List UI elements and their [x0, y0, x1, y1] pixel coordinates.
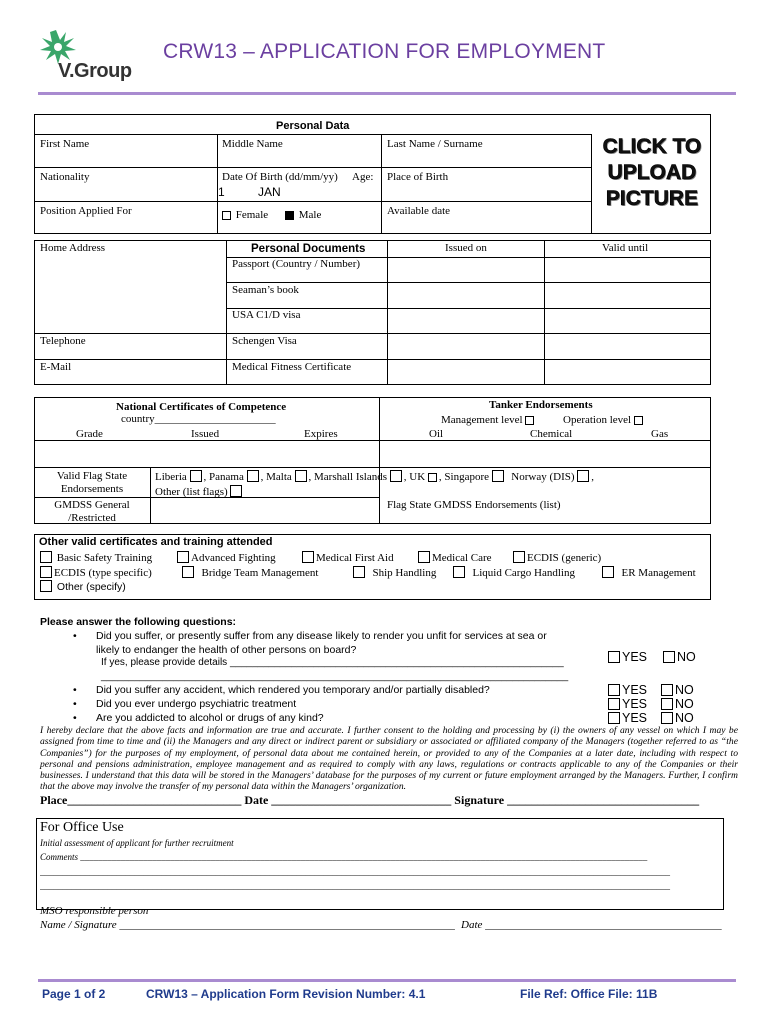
middle-name-field[interactable]: Middle Name	[222, 138, 283, 150]
doc-seamans-book: Seaman’s book	[232, 284, 299, 296]
dob-day-select[interactable]: 1	[218, 185, 225, 199]
er-management-label: ER Management	[621, 567, 696, 579]
q4-yes-label: YES	[622, 711, 648, 725]
q4-no-checkbox[interactable]	[661, 712, 673, 724]
flag-malta-checkbox[interactable]	[295, 470, 307, 482]
medical-first-aid-label: Medical First Aid	[316, 552, 394, 564]
liquid-cargo-label: Liquid Cargo Handling	[472, 567, 575, 579]
office-date-field[interactable]: Date ___________________________________________	[461, 919, 722, 931]
q1-yes-checkbox[interactable]	[608, 651, 620, 663]
place-of-birth-field[interactable]: Place of Birth	[387, 171, 449, 183]
documents-table	[34, 240, 711, 385]
flag-uk-label: UK	[409, 471, 426, 483]
bridge-team-label: Bridge Team Management	[201, 567, 319, 579]
q4-no-label: NO	[675, 711, 694, 725]
comments-line-3[interactable]: ____________________________________________________________________________________________________________________________________________	[40, 881, 670, 891]
flag-singapore-checkbox[interactable]	[492, 470, 504, 482]
initial-assessment-label: Initial assessment of applicant for further recruitment	[40, 838, 234, 848]
telephone-field[interactable]: Telephone	[40, 335, 86, 347]
q4-yes-checkbox[interactable]	[608, 712, 620, 724]
other-training-checkbox[interactable]	[40, 580, 52, 592]
er-management-checkbox[interactable]	[602, 566, 614, 578]
page-title: CRW13 – APPLICATION FOR EMPLOYMENT	[163, 40, 606, 63]
female-label: Female	[235, 209, 269, 221]
q2-yes-checkbox[interactable]	[608, 684, 620, 696]
upload-picture-button[interactable]: CLICK TO UPLOAD PICTURE	[602, 135, 702, 210]
dob-month-select[interactable]: JAN	[258, 185, 281, 199]
question-2: Did you suffer any accident, which rendered you temporary and/or partially disabled?	[96, 684, 490, 696]
question-1-line2: likely to endanger the health of other persons on board?	[96, 644, 357, 656]
q1-no-checkbox[interactable]	[663, 651, 675, 663]
advanced-fighting-checkbox[interactable]	[177, 551, 189, 563]
flag-marshall-checkbox[interactable]	[390, 470, 402, 482]
ecdis-type-checkbox[interactable]	[40, 566, 52, 578]
ecdis-type-label: ECDIS (type specific)	[54, 567, 152, 579]
email-field[interactable]: E-Mail	[40, 361, 72, 373]
other-flags-checkbox[interactable]	[230, 485, 242, 497]
revision-number: CRW13 – Application Form Revision Number: 4.1	[146, 987, 426, 1001]
file-reference: File Ref: Office File: 11B	[520, 987, 658, 1001]
comments-field[interactable]: Comments ______________________________________________________________________________________________________________________________	[40, 852, 648, 862]
personal-data-heading: Personal Data	[276, 120, 350, 132]
flag-marshall-label: Marshall Islands	[314, 471, 388, 483]
q3-no-checkbox[interactable]	[661, 698, 673, 710]
ncoc-heading: National Certificates of Competence	[116, 401, 287, 413]
ship-handling-label: Ship Handling	[372, 567, 437, 579]
place-date-signature-line[interactable]: Place_____________________________ Date ______________________________ Signature ________________________________	[40, 793, 700, 807]
flag-uk-checkbox[interactable]	[428, 473, 437, 482]
other-training-label: Other (specify)	[56, 581, 126, 593]
issued-header: Issued	[191, 428, 220, 440]
flag-liberia-checkbox[interactable]	[190, 470, 202, 482]
q2-yes-label: YES	[622, 683, 648, 697]
personal-documents-heading: Personal Documents	[251, 243, 366, 255]
gas-header: Gas	[651, 428, 669, 440]
doc-usa-visa: USA C1/D visa	[232, 309, 301, 321]
q1-no-label: NO	[677, 650, 696, 664]
ecdis-generic-checkbox[interactable]	[513, 551, 525, 563]
operation-level-label: Operation level	[563, 414, 632, 426]
footer-divider	[38, 979, 736, 982]
gmdss-flag-field[interactable]: Flag State GMDSS Endorsements (list)	[387, 499, 561, 511]
chemical-header: Chemical	[530, 428, 573, 440]
declaration-text: I hereby declare that the above facts and information are true and accurate. I further consent to the holding and processing by (i) the owners of any vessel on which I may be assigned from time to time and (ii) the Managers and any direct or indirect parent or subsidiary or associated or affiliated company of the Managers (together referred to as “the Companies”) for the purposes of my employment, of personal data about me contained herein, or provided to any of the Companies at a later date, including with respect to personal and pensions administration, employee management and as required to comply with any laws, regulations or contracts applicable to any of the Companies or their businesses. I understand that this data will be stored in the Managers’ database for the purposes of my current or future employment arranged by the Managers. Further, I confirm that the above may involve the transfer of my personal data within the Managers’ organization.	[40, 725, 738, 793]
q2-no-checkbox[interactable]	[661, 684, 673, 696]
header-divider	[38, 92, 736, 95]
mso-responsible-label: MSO responsible person	[40, 905, 149, 917]
medical-first-aid-checkbox[interactable]	[302, 551, 314, 563]
doc-schengen-visa: Schengen Visa	[232, 335, 297, 347]
management-level-label: Management level	[441, 414, 523, 426]
flag-malta-label: Malta	[266, 471, 292, 483]
flag-panama-checkbox[interactable]	[247, 470, 259, 482]
operation-level-checkbox[interactable]	[634, 416, 643, 425]
q3-no-label: NO	[675, 697, 694, 711]
question-1-details-line[interactable]: ____________________________________________________________________________________	[101, 671, 569, 682]
flag-liberia-label: Liberia	[155, 471, 187, 483]
ship-handling-checkbox[interactable]	[353, 566, 365, 578]
question-1-details[interactable]: If yes, please provide details ____________________________________________________________	[101, 657, 564, 668]
other-flags-label: Other (list flags)	[155, 486, 228, 498]
male-checkbox[interactable]	[285, 211, 294, 220]
training-heading: Other valid certificates and training attended	[39, 536, 273, 548]
female-checkbox[interactable]	[222, 211, 231, 220]
question-1-line1: Did you suffer, or presently suffer from any disease likely to render you unfit for services at sea or	[96, 630, 547, 642]
comments-line-2[interactable]: ____________________________________________________________________________________________________________________________________________	[40, 867, 670, 877]
name-signature-field[interactable]: Name / Signature _____________________________________________________________	[40, 919, 455, 931]
oil-header: Oil	[429, 428, 444, 440]
issued-on-header: Issued on	[445, 242, 487, 254]
flag-norway-label: Norway (DIS)	[511, 471, 575, 483]
q1-yes-label: YES	[622, 650, 648, 664]
basic-safety-label: Basic Safety Training	[56, 552, 153, 564]
advanced-fighting-label: Advanced Fighting	[191, 552, 276, 564]
page-number: Page 1 of 2	[42, 987, 106, 1001]
valid-until-header: Valid until	[602, 242, 649, 254]
last-name-field[interactable]: Last Name / Surname	[387, 138, 483, 150]
q3-yes-label: YES	[622, 697, 648, 711]
gmdss-label: GMDSS General /Restricted	[54, 499, 130, 524]
nationality-field[interactable]: Nationality	[40, 171, 90, 183]
tanker-heading: Tanker Endorsements	[489, 399, 593, 411]
first-name-field[interactable]: First Name	[40, 138, 90, 150]
medical-care-label: Medical Care	[432, 552, 492, 564]
basic-safety-checkbox[interactable]	[40, 551, 52, 563]
bridge-team-checkbox[interactable]	[182, 566, 194, 578]
expires-header: Expires	[304, 428, 338, 440]
flag-norway-checkbox[interactable]	[577, 470, 589, 482]
questions-heading: Please answer the following questions:	[40, 616, 237, 628]
star-icon	[40, 30, 76, 64]
male-label: Male	[298, 209, 322, 221]
doc-medical-certificate: Medical Fitness Certificate	[232, 361, 352, 373]
country-field[interactable]: country______________________	[121, 413, 276, 425]
doc-passport: Passport (Country / Number)	[232, 258, 361, 270]
liquid-cargo-checkbox[interactable]	[453, 566, 465, 578]
medical-care-checkbox[interactable]	[418, 551, 430, 563]
dob-label: Date Of Birth (dd/mm/yy)	[222, 171, 338, 183]
question-3: Did you ever undergo psychiatric treatment	[96, 698, 297, 710]
office-use-heading: For Office Use	[40, 820, 124, 835]
grade-header: Grade	[76, 428, 103, 440]
management-level-checkbox[interactable]	[525, 416, 534, 425]
flag-endorsements-label: Valid Flag State Endorsements	[56, 470, 128, 495]
position-field[interactable]: Position Applied For	[40, 205, 132, 217]
available-date-field[interactable]: Available date	[387, 205, 451, 217]
age-label: Age:	[352, 171, 374, 183]
q3-yes-checkbox[interactable]	[608, 698, 620, 710]
flag-singapore-label: Singapore	[444, 471, 490, 483]
ecdis-generic-label: ECDIS (generic)	[527, 552, 602, 564]
office-use-box	[36, 818, 724, 910]
home-address-field[interactable]: Home Address	[40, 242, 106, 254]
flag-panama-label: Panama	[209, 471, 244, 483]
question-4: Are you addicted to alcohol or drugs of any kind?	[96, 712, 324, 724]
q2-no-label: NO	[675, 683, 694, 697]
brand-name: V.Group	[58, 60, 132, 82]
